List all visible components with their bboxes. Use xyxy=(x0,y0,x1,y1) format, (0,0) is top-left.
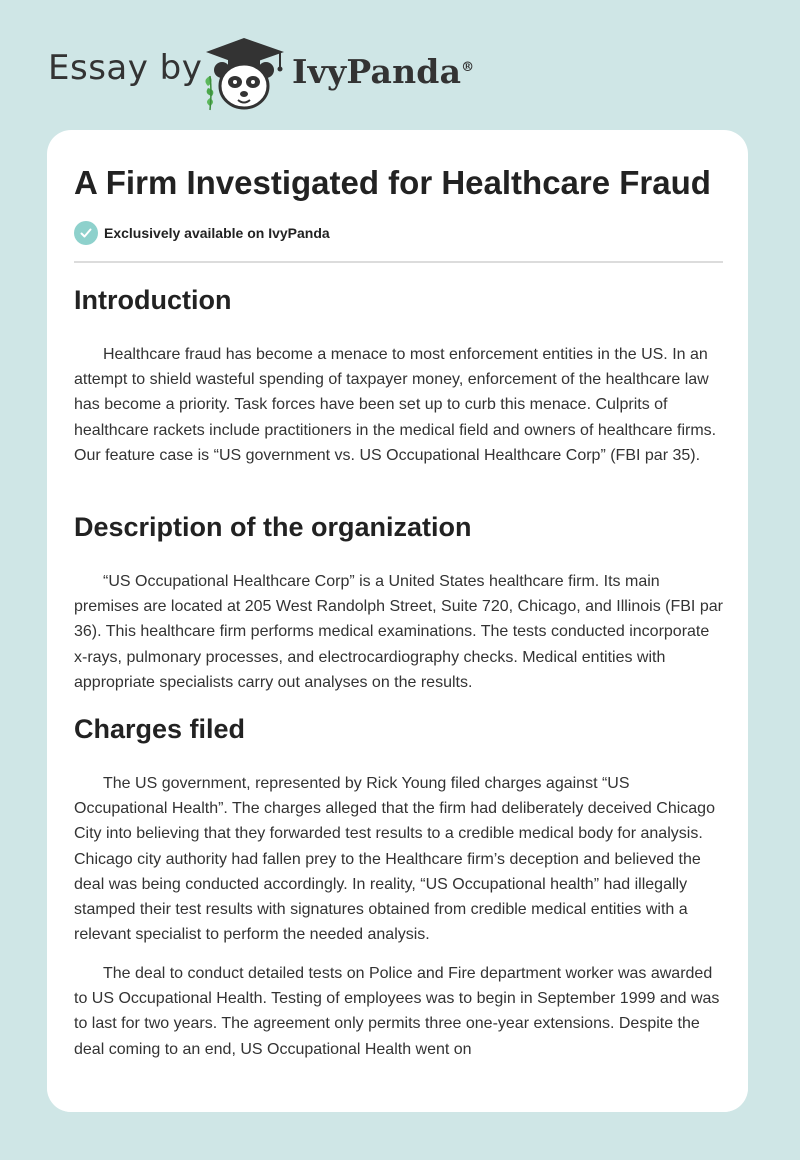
page-title: A Firm Investigated for Healthcare Fraud xyxy=(74,164,711,201)
content-fade xyxy=(47,1072,748,1112)
section-heading-introduction: Introduction xyxy=(74,285,232,315)
paragraph: “US Occupational Healthcare Corp” is a United States healthcare firm. Its main premises are located at 205 West Randolph Street, Suite 720, Chicago, and Illinois (FBI par 36). This healthcare firm performs medical examinations. The tests conducted incorporate x-rays, pulmonary processes, and electrocardiography checks. Medical entities with appropriate specialists carry out analyses on the results. xyxy=(74,573,723,691)
paragraph: The deal to conduct detailed tests on Police and Fire department worker was awarded to US Occupational Health. Testing of employees was to begin in September 1999 and was to last for two years. The agreement only permits three one-year extensions. Despite the deal coming to an end, US Occupational Health went on xyxy=(74,965,720,1058)
exclusive-badge-label: Exclusively available on IvyPanda xyxy=(104,225,330,241)
site-header xyxy=(48,30,508,110)
paragraph: Healthcare fraud has become a menace to most enforcement entities in the US. In an attempt to shield wasteful spending of taxpayer money, enforcement of the healthcare law has become a priority. Task forces have been set up to curb this menace. Culprits of healthcare rackets include practitioners in the medical field and owners of healthcare firms. Our feature case is “US government vs. US Occupational Healthcare Corp” (FBI par 35). xyxy=(74,346,717,464)
check-circle-icon xyxy=(74,221,98,245)
paragraph: The US government, represented by Rick Young filed charges against “US Occupational Health”. The charges alleged that the firm had deliberately deceived Chicago City into believing that they forwarded test results to a credible medical body for analysis. Chicago city authority had fallen prey to the Healthcare firm’s deception and believed the deal was being conducted accordingly. In reality, “US Occupational health” had illegally stamped their test results with signatures obtained from credible medical entities with a relevant specialist to perform the needed analysis. xyxy=(74,775,715,944)
section-heading-description: Description of the organization xyxy=(74,512,472,542)
essay-card xyxy=(47,130,748,1112)
divider xyxy=(74,261,723,263)
section-heading-charges: Charges filed xyxy=(74,714,246,744)
ivypanda-logo-icon[interactable] xyxy=(198,34,290,114)
exclusive-badge xyxy=(74,221,330,245)
brand-name[interactable]: IvyPanda® xyxy=(292,52,475,91)
essay-by-label: Essay by xyxy=(48,48,203,88)
